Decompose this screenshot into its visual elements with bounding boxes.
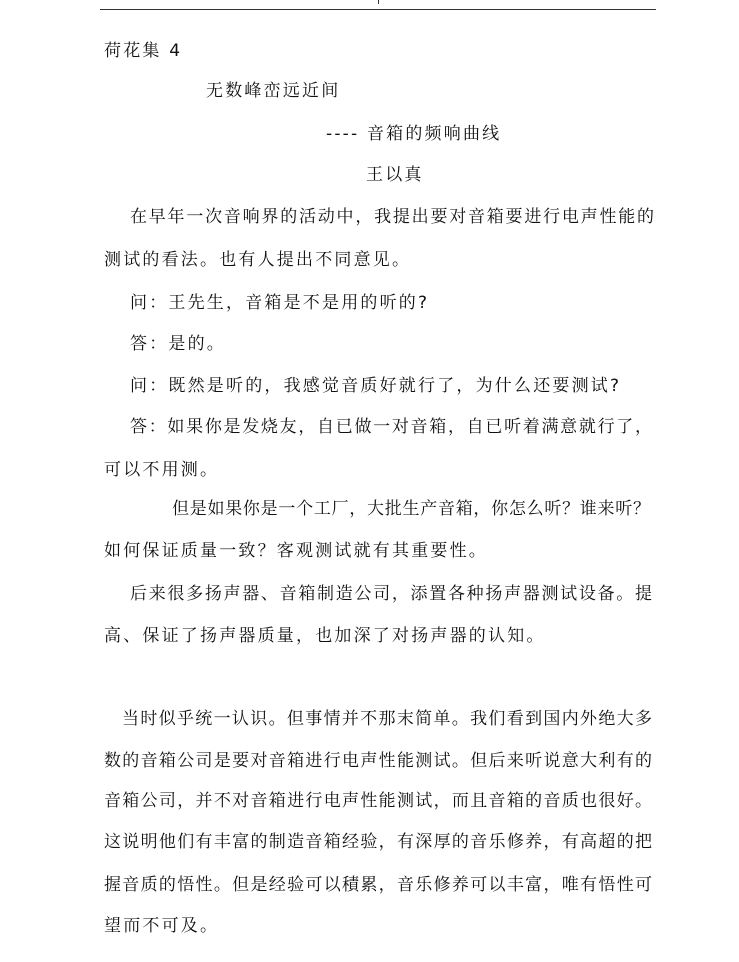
article-author: 王以真 [366, 165, 424, 185]
paragraph-line: 当时似乎统一认识。但事情并不那末简单。我们看到国内外绝大多 [122, 709, 652, 729]
dialogue-question: 问：既然是听的，我感觉音质好就行了，为什么还要测试? [130, 376, 622, 396]
paragraph-line: 数的音箱公司是要对音箱进行电声性能测试。但后来听说意大利有的 [104, 751, 652, 771]
dialogue-question: 问：王先生，音箱是不是用的听的? [130, 293, 430, 313]
paragraph-line: 测试的看法。也有人提出不同意见。 [104, 250, 412, 270]
paragraph-line: 高、保证了扬声器质量，也加深了对扬声器的认知。 [104, 626, 546, 646]
article-title: 无数峰峦远近间 [206, 81, 341, 101]
paragraph-line: 如何保证质量一致？客观测试就有其重要性。 [104, 541, 488, 561]
paragraph-line: 音箱公司，并不对音箱进行电声性能测试，而且音箱的音质也很好。 [104, 791, 652, 811]
article-subtitle: ---- 音箱的频响曲线 [326, 124, 502, 144]
paragraph-line: 但是如果你是一个工厂，大批生产音箱，你怎么听？谁来听？ [172, 499, 650, 519]
dialogue-answer: 答：是的。 [130, 334, 226, 354]
paragraph-line: 可以不用测。 [104, 460, 220, 480]
paragraph-line: 握音质的悟性。但是经验可以積累，音乐修养可以丰富，唯有悟性可 [104, 875, 652, 895]
paragraph-line: 这说明他们有丰富的制造音箱经验，有深厚的音乐修养，有高超的把 [104, 832, 652, 852]
dialogue-answer: 答：如果你是发烧友，自已做一对音箱，自已听着满意就行了， [130, 417, 652, 437]
header-rule [100, 9, 656, 10]
paragraph-line: 望而不可及。 [104, 916, 220, 936]
header-tick [378, 0, 379, 4]
collection-label: 荷花集 4 [104, 41, 183, 61]
paragraph-line: 在早年一次音响界的活动中，我提出要对音箱要进行电声性能的 [130, 207, 654, 227]
paragraph-line: 后来很多扬声器、音箱制造公司，添置各种扬声器测试设备。提 [130, 584, 652, 604]
